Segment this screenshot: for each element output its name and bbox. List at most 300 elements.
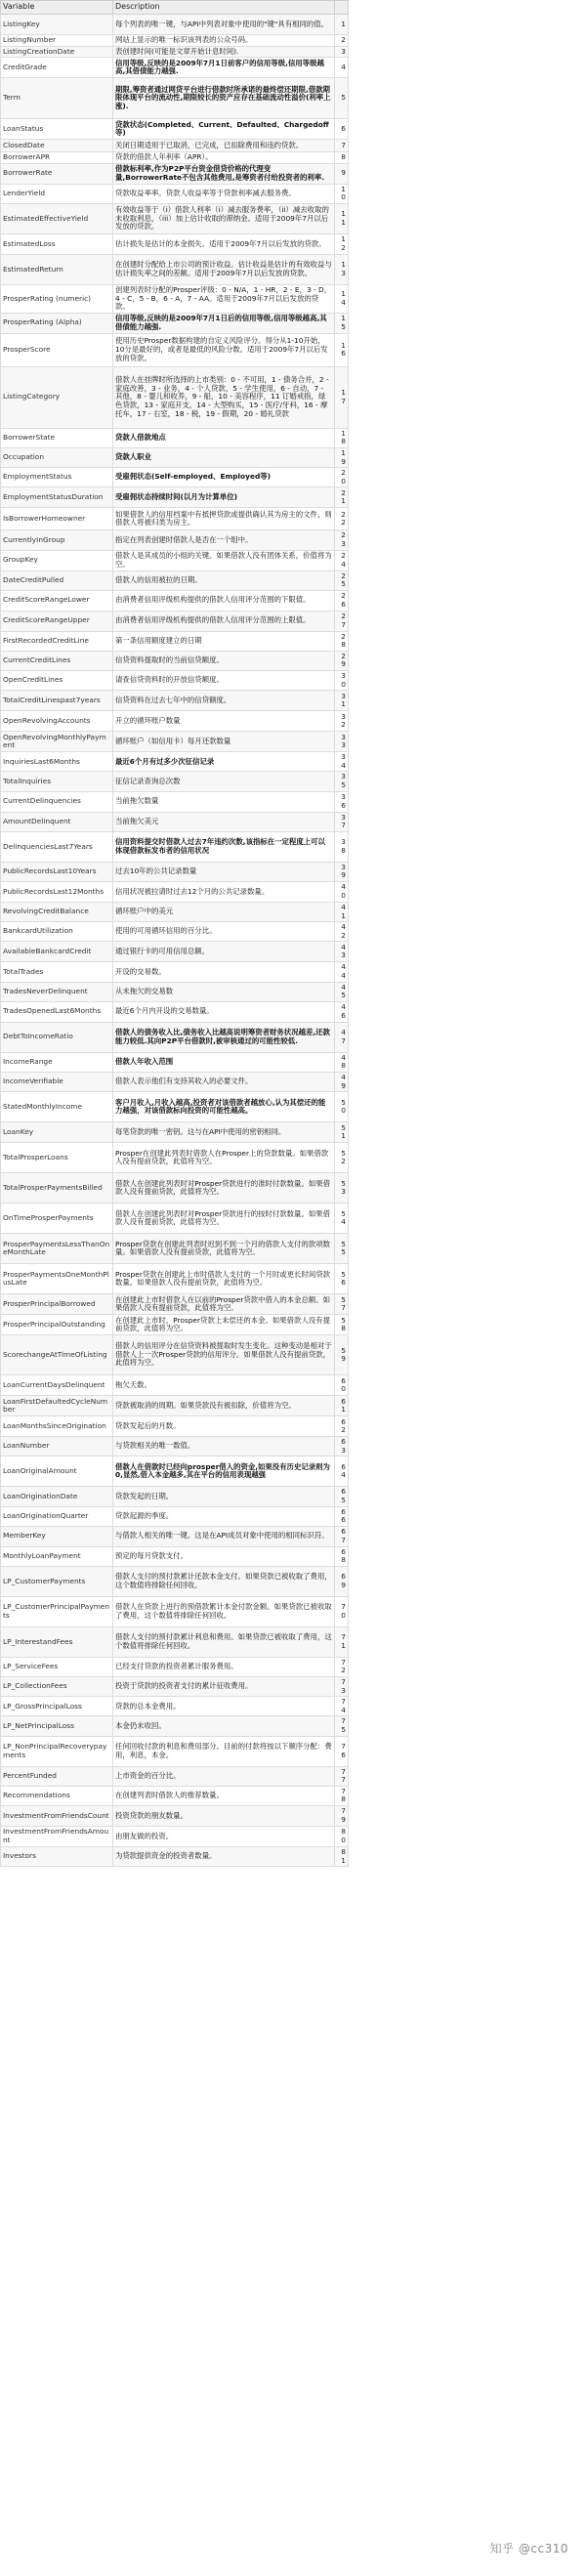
watermark: 知乎 @cc310 — [489, 2542, 568, 2555]
table-row — [1, 711, 349, 732]
description-cell: Prosper贷款在创建此列表时迟到不到一个月的借款人支付的款项数量。如果借款人没有提前贷款，此值将为空。 — [113, 1234, 335, 1264]
description-cell: 已经支付贷款的投资者累计服务费用。 — [113, 1657, 335, 1676]
row-number-cell: 56 — [335, 1264, 349, 1294]
description-cell: 如果借款人的信用档案中有抵押贷款或提供确认其为房主的文件，则借款人将被归类为房主。 — [113, 508, 335, 530]
row-number-cell: 70 — [335, 1596, 349, 1626]
variable-name-cell: DateCreditPulled — [1, 570, 113, 590]
row-number-cell: 39 — [335, 862, 349, 881]
description-cell: 估计损失是估计的本金损失。适用于2009年7月以后发放的贷款。 — [113, 233, 335, 254]
variable-name-cell: ClosedDate — [1, 140, 113, 152]
row-number-cell: 4 — [335, 58, 349, 78]
variable-name-cell: LP_GrossPrincipalLoss — [1, 1697, 113, 1716]
variable-name-cell: MemberKey — [1, 1526, 113, 1546]
row-number-cell: 45 — [335, 982, 349, 1001]
row-number-cell: 69 — [335, 1566, 349, 1596]
table-row — [1, 119, 349, 140]
row-number-cell: 7 — [335, 140, 349, 152]
table-row — [1, 1416, 349, 1437]
table-row — [1, 1847, 349, 1867]
description-cell: 与贷款相关的唯一数值。 — [113, 1437, 335, 1457]
description-cell: 贷款状态(Completed、Current、Defaulted、Chargedoff等) — [113, 119, 335, 140]
variable-name-cell: EstimatedLoss — [1, 233, 113, 254]
table-row — [1, 1766, 349, 1786]
row-number-cell: 35 — [335, 772, 349, 791]
table-row — [1, 570, 349, 590]
description-cell: 借款人年收入范围 — [113, 1052, 335, 1072]
row-number-cell: 66 — [335, 1506, 349, 1526]
variable-name-cell: TotalCreditLinespast7years — [1, 691, 113, 711]
variable-column-header: Variable — [1, 1, 113, 15]
variable-name-cell: PublicRecordsLast10Years — [1, 862, 113, 881]
table-row — [1, 428, 349, 447]
row-number-cell: 3 — [335, 46, 349, 58]
row-number-cell: 46 — [335, 1001, 349, 1022]
variable-name-cell: ProsperScore — [1, 333, 113, 366]
table-row — [1, 1596, 349, 1626]
row-number-cell: 22 — [335, 508, 349, 530]
variable-name-cell: IncomeRange — [1, 1052, 113, 1072]
row-number-cell: 68 — [335, 1546, 349, 1566]
table-row — [1, 590, 349, 611]
description-cell: 当前拖欠美元 — [113, 812, 335, 831]
description-cell: 贷款起源的季度。 — [113, 1506, 335, 1526]
variable-name-cell: TotalTrades — [1, 962, 113, 982]
description-cell: 贷款发起的日期。 — [113, 1487, 335, 1506]
row-number-cell: 11 — [335, 203, 349, 233]
variable-name-cell: EstimatedReturn — [1, 254, 113, 284]
variable-name-cell: ListingKey — [1, 15, 113, 35]
table-row — [1, 942, 349, 962]
table-row — [1, 1626, 349, 1657]
description-cell: 贷款的借款人年利率（APR）。 — [113, 152, 335, 164]
description-cell: 最近6个月有过多少次征信记录 — [113, 752, 335, 772]
description-cell: 有效收益等于（i）借款人利率（i）减去服务费率，（ii）减去收取的未收取利息，（iii）加上估计收取的滞纳金。适用于2009年7月以后发放的贷款。 — [113, 203, 335, 233]
row-number-cell: 24 — [335, 550, 349, 570]
row-number-cell: 75 — [335, 1716, 349, 1736]
description-cell: 循环账户中的美元 — [113, 903, 335, 922]
table-row — [1, 233, 349, 254]
variable-name-cell: DelinquenciesLast7Years — [1, 831, 113, 862]
row-number-cell: 25 — [335, 570, 349, 590]
description-cell: 借款人的信用评分在信贷资料被提取时发生变化。这种变动是相对于借款人上一次Prosper贷款的信用评分。如果借款人没有提前贷款，此值将为空。 — [113, 1335, 335, 1375]
row-number-cell: 44 — [335, 962, 349, 982]
variable-name-cell: OpenCreditLines — [1, 671, 113, 691]
table-row — [1, 46, 349, 58]
table-row — [1, 671, 349, 691]
description-cell: 借款标利率,作为P2P平台资金借贷价格的代理变量,BorrowerRate不包含其他费用,是筹资者付给投资者的利率. — [113, 163, 335, 184]
variable-name-cell: LoanOriginationQuarter — [1, 1506, 113, 1526]
variable-name-cell: CreditScoreRangeLower — [1, 590, 113, 611]
row-number-cell: 80 — [335, 1827, 349, 1847]
description-cell: 贷款发起后的月数。 — [113, 1416, 335, 1437]
description-cell: 任何回收付款的利息和费用部分。目前的付款将按以下顺序分配：费用，利息，本金。 — [113, 1736, 335, 1766]
row-number-cell: 31 — [335, 691, 349, 711]
row-number-cell: 57 — [335, 1294, 349, 1315]
table-row — [1, 550, 349, 570]
variable-name-cell: LoanOriginationDate — [1, 1487, 113, 1506]
variable-name-cell: IsBorrowerHomeowner — [1, 508, 113, 530]
variable-name-cell: LP_ServiceFees — [1, 1657, 113, 1676]
table-row — [1, 1375, 349, 1396]
variable-name-cell: CurrentlyInGroup — [1, 530, 113, 550]
table-row — [1, 1001, 349, 1022]
description-cell: 拖欠天数。 — [113, 1375, 335, 1396]
variable-name-cell: LoanMonthsSinceOrigination — [1, 1416, 113, 1437]
row-number-cell: 67 — [335, 1526, 349, 1546]
variable-name-cell: AmountDelinquent — [1, 812, 113, 831]
variable-name-cell: BorrowerRate — [1, 163, 113, 184]
description-cell: 请查信贷资料时的开放信贷额度。 — [113, 671, 335, 691]
variable-name-cell: TotalProsperLoans — [1, 1143, 113, 1173]
description-cell: 开立的循环账户数量 — [113, 711, 335, 732]
table-row — [1, 1092, 349, 1122]
variable-name-cell: BorrowerState — [1, 428, 113, 447]
description-cell: 投资贷款的朋友数量。 — [113, 1806, 335, 1827]
table-row — [1, 1716, 349, 1736]
variable-name-cell: LP_InterestandFees — [1, 1626, 113, 1657]
table-header-row — [1, 1, 349, 15]
row-number-cell: 14 — [335, 284, 349, 313]
table-row — [1, 1546, 349, 1566]
row-number-cell: 19 — [335, 447, 349, 467]
description-cell: 第一条信用额度建立的日期 — [113, 631, 335, 651]
table-row — [1, 1827, 349, 1847]
table-row — [1, 982, 349, 1001]
description-cell: 指定在列表创建时借款人是否在一个组中。 — [113, 530, 335, 550]
table-row — [1, 203, 349, 233]
row-number-cell: 65 — [335, 1487, 349, 1506]
variable-name-cell: OpenRevolvingMonthlyPayment — [1, 732, 113, 752]
variable-name-cell: DebtToIncomeRatio — [1, 1022, 113, 1052]
table-row — [1, 831, 349, 862]
row-number-cell: 6 — [335, 119, 349, 140]
variable-name-cell: LoanOriginalAmount — [1, 1457, 113, 1487]
variable-name-cell: LP_CollectionFees — [1, 1677, 113, 1697]
row-number-cell: 42 — [335, 922, 349, 942]
description-column-header: Description — [113, 1, 335, 15]
description-cell: 当前拖欠数量 — [113, 791, 335, 812]
description-cell: 信用等级,反映的是2009年7月1日后的信用等级,信用等级越高,其借债能力越强. — [113, 313, 335, 333]
table-row — [1, 1204, 349, 1234]
table-row — [1, 447, 349, 467]
variable-name-cell: OpenRevolvingAccounts — [1, 711, 113, 732]
variable-name-cell: AvailableBankcardCredit — [1, 942, 113, 962]
description-cell: 网站上显示的唯一标识该列表的公众号码。 — [113, 35, 335, 47]
variable-name-cell: ListingCreationDate — [1, 46, 113, 58]
row-number-cell: 17 — [335, 366, 349, 428]
row-number-cell: 41 — [335, 903, 349, 922]
description-cell: 征信记录查询总次数 — [113, 772, 335, 791]
variable-name-cell: ProsperPrincipalBorrowed — [1, 1294, 113, 1315]
description-cell: 在创建此上市时，Prosper贷款上未偿还的本金。如果借款人没有提前贷款，此值将为空。 — [113, 1315, 335, 1335]
description-cell: 由消费者信用评级机构提供的借款人信用评分范围的下限值。 — [113, 590, 335, 611]
table-row — [1, 862, 349, 881]
variable-name-cell: ProsperPrincipalOutstanding — [1, 1315, 113, 1335]
table-row — [1, 1736, 349, 1766]
variable-name-cell: CurrentDelinquencies — [1, 791, 113, 812]
table-row — [1, 752, 349, 772]
variable-name-cell: TradesNeverDelinquent — [1, 982, 113, 1001]
variable-name-cell: InvestmentFromFriendsAmount — [1, 1827, 113, 1847]
variable-name-cell: TotalInquiries — [1, 772, 113, 791]
variable-name-cell: Recommendations — [1, 1786, 113, 1805]
row-number-cell: 43 — [335, 942, 349, 962]
row-number-cell: 34 — [335, 752, 349, 772]
table-row — [1, 772, 349, 791]
row-number-cell: 51 — [335, 1122, 349, 1143]
row-number-cell: 81 — [335, 1847, 349, 1867]
description-cell: 借款人在创建此列表时对Prosper贷款进行的准时付款数量。如果借款人没有提前贷款，此值将为空。 — [113, 1173, 335, 1204]
row-number-cell: 2 — [335, 35, 349, 47]
description-cell: 预定的每月贷款支付。 — [113, 1546, 335, 1566]
variable-name-cell: LenderYield — [1, 184, 113, 203]
variable-name-cell: LoanFirstDefaultedCycleNumber — [1, 1396, 113, 1416]
variable-name-cell: FirstRecordedCreditLine — [1, 631, 113, 651]
table-row — [1, 631, 349, 651]
description-cell: 借款人的信用被拉的日期。 — [113, 570, 335, 590]
description-cell: Prosper贷款在创建此上市时借款人支付的一个月时或更长时间贷款数量。如果借款人没有提前贷款，此值将为空。 — [113, 1264, 335, 1294]
description-cell: 信用状况被拉请时过去12个月的公共记录数量。 — [113, 882, 335, 903]
description-cell: 由朋友做的投资。 — [113, 1827, 335, 1847]
description-cell: 使用的可用循环信用的百分比。 — [113, 922, 335, 942]
index-column-header — [335, 1, 349, 15]
row-number-cell: 29 — [335, 651, 349, 670]
row-number-cell: 36 — [335, 791, 349, 812]
row-number-cell: 78 — [335, 1786, 349, 1805]
variable-name-cell: StatedMonthlyIncome — [1, 1092, 113, 1122]
row-number-cell: 8 — [335, 152, 349, 164]
row-number-cell: 77 — [335, 1766, 349, 1786]
table-row — [1, 1052, 349, 1072]
table-row — [1, 1335, 349, 1375]
variable-name-cell: RevolvingCreditBalance — [1, 903, 113, 922]
row-number-cell: 21 — [335, 487, 349, 508]
description-cell: 开设的交易数。 — [113, 962, 335, 982]
description-cell: 最近6个月内开设的交易数量。 — [113, 1001, 335, 1022]
row-number-cell: 53 — [335, 1173, 349, 1204]
row-number-cell: 15 — [335, 313, 349, 333]
table-row — [1, 1396, 349, 1416]
variable-name-cell: EmploymentStatus — [1, 468, 113, 487]
description-cell: 在创建此上市时借款人在以前的Prosper贷款中借入的本金总额。如果借款人没有提前贷款，此值将为空。 — [113, 1294, 335, 1315]
variable-name-cell: GroupKey — [1, 550, 113, 570]
variable-name-cell: LoanCurrentDaysDelinquent — [1, 1375, 113, 1396]
variable-name-cell: ProsperPaymentsLessThanOneMonthLate — [1, 1234, 113, 1264]
variable-name-cell: CreditGrade — [1, 58, 113, 78]
table-row — [1, 1697, 349, 1716]
variable-name-cell: CurrentCreditLines — [1, 651, 113, 670]
table-row — [1, 487, 349, 508]
row-number-cell: 18 — [335, 428, 349, 447]
variable-name-cell: ProsperPaymentsOneMonthPlusLate — [1, 1264, 113, 1294]
variable-name-cell: MonthlyLoanPayment — [1, 1546, 113, 1566]
variable-name-cell: OnTimeProsperPayments — [1, 1204, 113, 1234]
row-number-cell: 58 — [335, 1315, 349, 1335]
description-cell: 借款人支付的预付款累计还款本金支付。如果贷款已被收取了费用，这个数值将排除任何回收。 — [113, 1566, 335, 1596]
table-row — [1, 1487, 349, 1506]
description-cell: 创建列表时分配的Prosper评级：0 - N/A，1 - HR，2 - E，3 - D，4 - C，5 - B，6 - A，7 - AA。适用于2009年7月以后发放的贷款。 — [113, 284, 335, 313]
variable-name-cell: Occupation — [1, 447, 113, 467]
description-cell: 贷款人借款地点 — [113, 428, 335, 447]
table-row — [1, 58, 349, 78]
table-row — [1, 1566, 349, 1596]
table-row — [1, 651, 349, 670]
description-cell: 为贷款提供资金的投资者数量。 — [113, 1847, 335, 1867]
row-number-cell: 64 — [335, 1457, 349, 1487]
row-number-cell: 72 — [335, 1657, 349, 1676]
description-cell: 期限,筹资者通过网贷平台进行借款时所承诺的最终偿还期限,借款期限体现平台的流动性,期限较长的资产应存在基础流动性溢价(利率上涨). — [113, 78, 335, 119]
table-row — [1, 812, 349, 831]
table-row — [1, 1122, 349, 1143]
table-row — [1, 691, 349, 711]
table-row — [1, 35, 349, 47]
variable-name-cell: LoanKey — [1, 1122, 113, 1143]
variable-name-cell: TotalProsperPaymentsBilled — [1, 1173, 113, 1204]
row-number-cell: 63 — [335, 1437, 349, 1457]
variable-name-cell: Term — [1, 78, 113, 119]
variable-name-cell: LP_CustomerPrincipalPayments — [1, 1596, 113, 1626]
description-cell: 表创建时间(可能是文章开始计息时间). — [113, 46, 335, 58]
description-cell: 信贷资料在过去七年中的信贷额度。 — [113, 691, 335, 711]
description-cell: 过去10年的公共记录数量 — [113, 862, 335, 881]
table-row — [1, 791, 349, 812]
description-cell: 贷款被取消的周期。如果贷款没有被扣除，价值将为空。 — [113, 1396, 335, 1416]
row-number-cell: 30 — [335, 671, 349, 691]
row-number-cell: 59 — [335, 1335, 349, 1375]
row-number-cell: 13 — [335, 254, 349, 284]
table-row — [1, 1437, 349, 1457]
table-row — [1, 508, 349, 530]
table-row — [1, 1072, 349, 1091]
variable-name-cell: PublicRecordsLast12Months — [1, 882, 113, 903]
table-row — [1, 1506, 349, 1526]
description-cell: 本金仍未收回。 — [113, 1716, 335, 1736]
description-cell: 使用历史Prosper数据构建的自定义风险评分。得分从1-10开始，10分是最好的，或者是最低的风险分数。适用于2009年7月以后发放的贷款。 — [113, 333, 335, 366]
description-cell: 借款人在创建此列表时对Prosper贷款进行的按时付款数量。如果借款人没有提前贷款，此值将为空。 — [113, 1204, 335, 1234]
description-cell: 借款人支付的预付款累计利息和费用。如果贷款已被收取了费用，这个数值将排除任何回收。 — [113, 1626, 335, 1657]
table-row — [1, 962, 349, 982]
row-number-cell: 50 — [335, 1092, 349, 1122]
variable-name-cell: BankcardUtilization — [1, 922, 113, 942]
row-number-cell: 48 — [335, 1052, 349, 1072]
row-number-cell: 71 — [335, 1626, 349, 1657]
table-row — [1, 1022, 349, 1052]
variable-name-cell: Investors — [1, 1847, 113, 1867]
description-cell: 贷款的总本金费用。 — [113, 1697, 335, 1716]
table-row — [1, 1526, 349, 1546]
table-row — [1, 140, 349, 152]
description-cell: 上市资金的百分比。 — [113, 1766, 335, 1786]
description-cell: 贷款人职业 — [113, 447, 335, 467]
description-cell: 受雇佣状态(Self-employed、Employed等) — [113, 468, 335, 487]
variable-name-cell: IncomeVerifiable — [1, 1072, 113, 1091]
row-number-cell: 28 — [335, 631, 349, 651]
variable-name-cell: TradesOpenedLast6Months — [1, 1001, 113, 1022]
variable-name-cell: ProsperRating (Alpha) — [1, 313, 113, 333]
row-number-cell: 32 — [335, 711, 349, 732]
variable-name-cell: PercentFunded — [1, 1766, 113, 1786]
row-number-cell: 20 — [335, 468, 349, 487]
description-cell: 借款人表示他们有支持其收入的必要文件。 — [113, 1072, 335, 1091]
variable-name-cell: InquiriesLast6Months — [1, 752, 113, 772]
table-row — [1, 1677, 349, 1697]
table-row — [1, 922, 349, 942]
variable-name-cell: CreditScoreRangeUpper — [1, 611, 113, 631]
description-cell: 循环账户（如信用卡）每月还款数量 — [113, 732, 335, 752]
table-row — [1, 1234, 349, 1264]
table-row — [1, 1806, 349, 1827]
variable-name-cell: ListingNumber — [1, 35, 113, 47]
table-row — [1, 882, 349, 903]
row-number-cell: 40 — [335, 882, 349, 903]
description-cell: 信用资料提交时借款人过去7年违约次数,该指标在一定程度上可以体现借款标发布者的信用状况 — [113, 831, 335, 862]
table-row — [1, 1657, 349, 1676]
table-row — [1, 1143, 349, 1173]
table-row — [1, 1315, 349, 1335]
description-cell: 在创建时分配给上市公司的预计收益。估计收益是估计的有效收益与估计损失率之间的差额。适用于2009年7月以后发放的贷款。 — [113, 254, 335, 284]
table-row — [1, 313, 349, 333]
variable-name-cell: InvestmentFromFriendsCount — [1, 1806, 113, 1827]
table-row — [1, 530, 349, 550]
table-row — [1, 152, 349, 164]
table-row — [1, 78, 349, 119]
row-number-cell: 23 — [335, 530, 349, 550]
variable-name-cell: BorrowerAPR — [1, 152, 113, 164]
table-row — [1, 1457, 349, 1487]
description-cell: 投资于贷款的投资者支付的累计征收费用。 — [113, 1677, 335, 1697]
variable-name-cell: LoanStatus — [1, 119, 113, 140]
table-row — [1, 184, 349, 203]
table-row — [1, 1786, 349, 1805]
variable-name-cell: LP_NonPrincipalRecoverypayments — [1, 1736, 113, 1766]
row-number-cell: 16 — [335, 333, 349, 366]
description-cell: 借款人是其成员的小组的关键。如果借款人没有团体关系，价值将为空。 — [113, 550, 335, 570]
description-cell: 信贷资料提取时的当前信贷额度。 — [113, 651, 335, 670]
description-cell: 借款人在贷款上进行的预借款累计本金付款金额。如果贷款已被收取了费用，这个数值将排除任何回收。 — [113, 1596, 335, 1626]
row-number-cell: 5 — [335, 78, 349, 119]
table-row — [1, 366, 349, 428]
variable-name-cell: ListingCategory — [1, 366, 113, 428]
description-cell: 每个列表的唯一键，与API中列表对象中使用的"键"具有相同的值。 — [113, 15, 335, 35]
row-number-cell: 33 — [335, 732, 349, 752]
row-number-cell: 55 — [335, 1234, 349, 1264]
row-number-cell: 61 — [335, 1396, 349, 1416]
description-cell: 客户月收入,月收入越高,投资者对该借款者越放心,认为其偿还的能力越强，对该借款标向投资的可能性越高。 — [113, 1092, 335, 1122]
table-row — [1, 468, 349, 487]
description-cell: 借款人在挂牌时所选择的上市类别：0 - 不可用，1 - 债务合并，2 - 家庭改善，3 - 业务，4 - 个人贷款，5 - 学生使用，6 - 自动，7 - 其他，8 - 婴儿和收养，9 - 船，10 - 美容程序，11 订婚戒指，绿色贷款，13 - 家庭开支，14 - 大型购买，15 - 医疗/牙科，16 - 摩托车，17 - 右室，18 - 税，19 - 假期，20 - 婚礼贷款 — [113, 366, 335, 428]
row-number-cell: 54 — [335, 1204, 349, 1234]
row-number-cell: 76 — [335, 1736, 349, 1766]
row-number-cell: 74 — [335, 1697, 349, 1716]
description-cell: Prosper在创建此列表时借款人在Prosper上的贷款数量。如果借款人没有提前贷款，此值将为空。 — [113, 1143, 335, 1173]
row-number-cell: 27 — [335, 611, 349, 631]
row-number-cell: 10 — [335, 184, 349, 203]
row-number-cell: 62 — [335, 1416, 349, 1437]
description-cell: 与借款人相关的唯一键。这是在API成员对象中使用的相同标识符。 — [113, 1526, 335, 1546]
description-cell: 关闭日期适用于已取消，已完成，已扣除费用和违约贷款。 — [113, 140, 335, 152]
variable-name-cell: LoanNumber — [1, 1437, 113, 1457]
row-number-cell: 37 — [335, 812, 349, 831]
description-cell: 借款人的债务收入比,债务收入比越高说明筹资者财务状况越差,还款能力较低.其向P2P平台借款时,被审核通过的可能性较低. — [113, 1022, 335, 1052]
row-number-cell: 26 — [335, 590, 349, 611]
variable-name-cell: EstimatedEffectiveYield — [1, 203, 113, 233]
table-row — [1, 903, 349, 922]
description-cell: 每笔贷款的唯一密钥。这与在API中使用的密钥相同。 — [113, 1122, 335, 1143]
description-cell: 由消费者信用评级机构提供的借款人信用评分范围的上限值。 — [113, 611, 335, 631]
table-row — [1, 1294, 349, 1315]
row-number-cell: 47 — [335, 1022, 349, 1052]
variable-name-cell: ScorechangeAtTimeOfListing — [1, 1335, 113, 1375]
